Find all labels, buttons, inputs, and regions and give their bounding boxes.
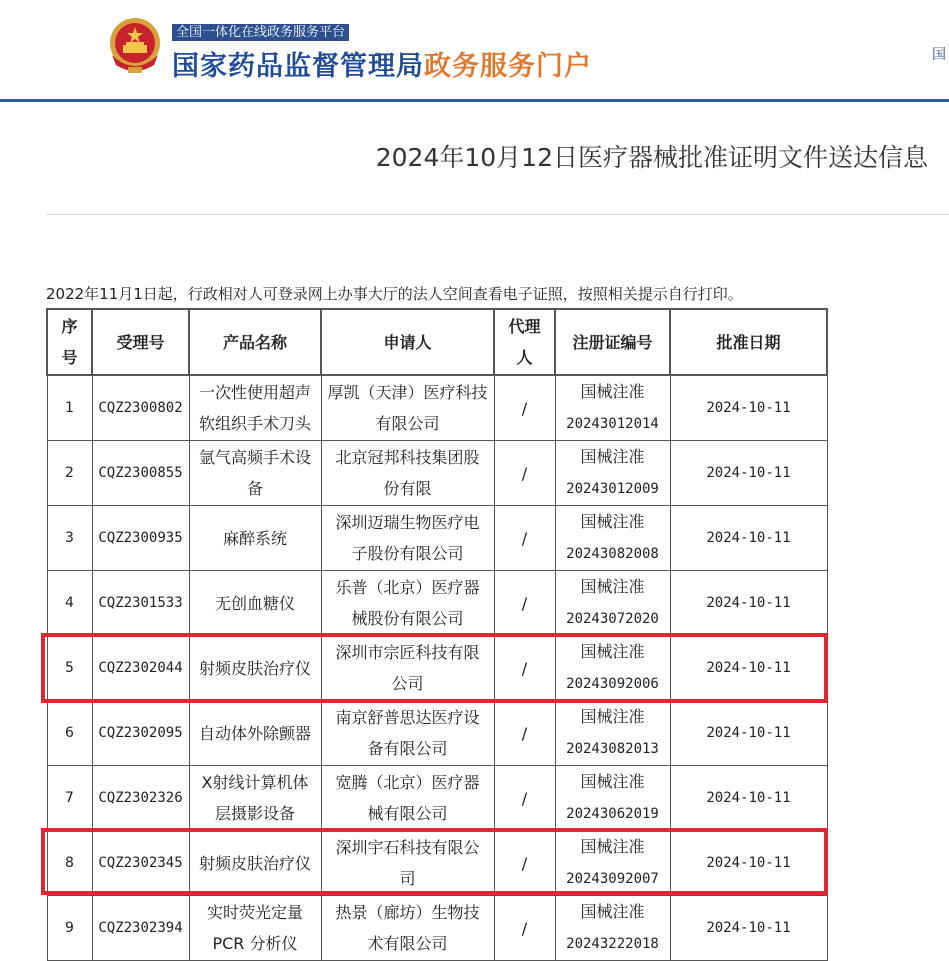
cell-agent: /: [494, 375, 555, 441]
header-applicant: 申请人: [321, 309, 494, 375]
cell-index: 5: [47, 636, 92, 701]
title-divider: [46, 214, 949, 215]
cell-product: 实时荧光定量 PCR 分析仪: [189, 896, 321, 961]
cell-agent: /: [494, 636, 555, 701]
cell-cert-no: 国械注准 20243072020: [555, 571, 670, 636]
cell-applicant: 南京舒普思达医疗设 备有限公司: [321, 701, 494, 766]
cell-applicant: 宽腾（北京）医疗器 械有限公司: [321, 766, 494, 831]
platform-tag[interactable]: 全国一体化在线政务服务平台: [172, 24, 349, 41]
cell-agent: /: [494, 766, 555, 831]
cell-date: 2024-10-11: [670, 701, 827, 766]
cell-cert-no: 国械注准 20243082013: [555, 701, 670, 766]
cell-cert-no: 国械注准 20243082008: [555, 506, 670, 571]
table-row: [47, 571, 827, 636]
cell-agent: /: [494, 571, 555, 636]
header-accept-no: 受理号: [92, 309, 189, 375]
cell-applicant: 北京冠邦科技集团股 份有限: [321, 441, 494, 506]
table-row: [47, 636, 827, 701]
cell-index: 9: [47, 896, 92, 961]
table-row: [47, 701, 827, 766]
cell-accept-no: CQZ2301533: [92, 571, 189, 636]
table-row: [47, 441, 827, 506]
cell-cert-no: 国械注准 20243092006: [555, 636, 670, 701]
cell-date: 2024-10-11: [670, 896, 827, 961]
cell-agent: /: [494, 896, 555, 961]
cell-accept-no: CQZ2302326: [92, 766, 189, 831]
cell-index: 3: [47, 506, 92, 571]
cell-date: 2024-10-11: [670, 636, 827, 701]
brand-main: 国家药品监督管理局: [172, 51, 424, 82]
cell-accept-no: CQZ2302095: [92, 701, 189, 766]
cell-product: 无创血糖仪: [189, 571, 321, 636]
cell-accept-no: CQZ2300855: [92, 441, 189, 506]
cell-date: 2024-10-11: [670, 766, 827, 831]
cell-date: 2024-10-11: [670, 571, 827, 636]
cell-index: 2: [47, 441, 92, 506]
cell-cert-no: 国械注准 20243012009: [555, 441, 670, 506]
cell-cert-no: 国械注准 20243012014: [555, 375, 670, 441]
cell-agent: /: [494, 831, 555, 896]
cell-product: 射频皮肤治疗仪: [189, 636, 321, 701]
cell-applicant: 深圳迈瑞生物医疗电 子股份有限公司: [321, 506, 494, 571]
cell-applicant: 深圳宇石科技有限公 司: [321, 831, 494, 896]
cell-product: 自动体外除颤器: [189, 701, 321, 766]
cell-agent: /: [494, 506, 555, 571]
cell-date: 2024-10-11: [670, 831, 827, 896]
cell-accept-no: CQZ2300935: [92, 506, 189, 571]
table-row: [47, 506, 827, 571]
notice-text: 2022年11月1日起，行政相对人可登录网上办事大厅的法人空间查看电子证照，按照相关提示自行打印。: [46, 285, 743, 303]
cell-index: 4: [47, 571, 92, 636]
cell-accept-no: CQZ2302044: [92, 636, 189, 701]
cell-accept-no: CQZ2302345: [92, 831, 189, 896]
header-agent: 代理 人: [494, 309, 555, 375]
cell-accept-no: CQZ2300802: [92, 375, 189, 441]
cell-applicant: 厚凯（天津）医疗科技 有限公司: [321, 375, 494, 441]
header-divider: [0, 99, 949, 102]
table-row: [47, 831, 827, 896]
header-product: 产品名称: [189, 309, 321, 375]
cell-product: 氩气高频手术设 备: [189, 441, 321, 506]
header-cert-no: 注册证编号: [555, 309, 670, 375]
cell-index: 1: [47, 375, 92, 441]
table-header-row: [47, 309, 827, 375]
national-emblem-icon[interactable]: [104, 15, 166, 77]
approval-table: [46, 308, 828, 961]
cell-agent: /: [494, 701, 555, 766]
cell-product: X射线计算机体 层摄影设备: [189, 766, 321, 831]
header-index: 序 号: [47, 309, 92, 375]
table-row: [47, 766, 827, 831]
site-brand[interactable]: [172, 44, 592, 83]
cell-applicant: 热景（廊坊）生物技 术有限公司: [321, 896, 494, 961]
cell-index: 8: [47, 831, 92, 896]
cell-cert-no: 国械注准 20243222018: [555, 896, 670, 961]
cell-cert-no: 国械注准 20243092007: [555, 831, 670, 896]
brand-sub: 政务服务门户: [424, 51, 592, 82]
cell-accept-no: CQZ2302394: [92, 896, 189, 961]
cell-agent: /: [494, 441, 555, 506]
header-date: 批准日期: [670, 309, 827, 375]
cell-index: 6: [47, 701, 92, 766]
table-row: [47, 375, 827, 441]
cell-product: 射频皮肤治疗仪: [189, 831, 321, 896]
page-title: 2024年10月12日医疗器械批准证明文件送达信息: [375, 143, 928, 172]
cell-product: 一次性使用超声 软组织手术刀头: [189, 375, 321, 441]
cell-date: 2024-10-11: [670, 441, 827, 506]
cell-product: 麻醉系统: [189, 506, 321, 571]
cell-cert-no: 国械注准 20243062019: [555, 766, 670, 831]
cell-applicant: 深圳市宗匠科技有限 公司: [321, 636, 494, 701]
cell-index: 7: [47, 766, 92, 831]
cell-date: 2024-10-11: [670, 506, 827, 571]
site-header: [0, 0, 949, 100]
header-corner-link[interactable]: 国: [932, 47, 946, 63]
cell-date: 2024-10-11: [670, 375, 827, 441]
cell-applicant: 乐普（北京）医疗器 械股份有限公司: [321, 571, 494, 636]
